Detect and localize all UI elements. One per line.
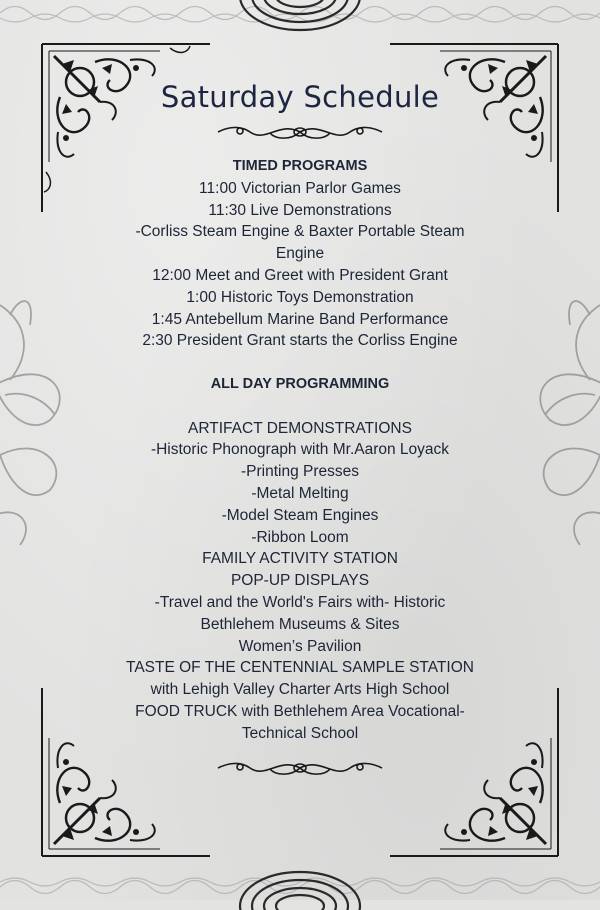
schedule-item: 1:00 Historic Toys Demonstration xyxy=(186,288,414,306)
program-item: Technical School xyxy=(241,724,359,742)
leaf-ornament-right-icon xyxy=(520,285,600,565)
program-item: -Historic Phonograph with Mr.Aaron Loyack xyxy=(150,441,450,459)
program-item: -Model Steam Engines xyxy=(221,506,379,524)
schedule-lines xyxy=(80,156,520,745)
schedule-item: Engine xyxy=(275,245,325,263)
schedule-item: 11:30 Live Demonstrations xyxy=(208,201,392,219)
flourish-divider-top-icon xyxy=(210,121,390,143)
program-item: -Printing Presses xyxy=(240,463,359,481)
program-item: -Metal Melting xyxy=(251,484,349,502)
spacer xyxy=(80,396,520,418)
all-day-programming-heading: ALL DAY PROGRAMMING xyxy=(210,375,390,392)
timed-programs-heading: TIMED PROGRAMS xyxy=(232,158,368,174)
program-item: Bethlehem Museums & Sites xyxy=(200,615,400,633)
program-item: ARTIFACT DEMONSTRATIONS xyxy=(188,419,412,437)
program-item: POP-UP DISPLAYS xyxy=(230,572,370,590)
concentric-swirl-bottom-icon xyxy=(230,862,370,910)
schedule-item: 12:00 Meet and Greet with President Grant xyxy=(152,266,448,284)
program-item: with Lehigh Valley Charter Arts High School xyxy=(150,681,450,699)
leaf-ornament-left-icon xyxy=(0,285,80,565)
schedule-item: -Corliss Steam Engine & Baxter Portable Steam xyxy=(135,223,465,241)
concentric-swirl-top-icon xyxy=(230,0,370,38)
page-title: Saturday Schedule xyxy=(160,80,440,114)
program-item: FOOD TRUCK with Bethlehem Area Vocational- xyxy=(135,702,465,720)
program-item: FAMILY ACTIVITY STATION xyxy=(202,550,398,568)
schedule-item: 2:30 President Grant starts the Corliss Engine xyxy=(142,332,458,350)
program-item: TASTE OF THE CENTENNIAL SAMPLE STATION xyxy=(126,659,474,677)
schedule-item: 1:45 Antebellum Marine Band Performance xyxy=(151,310,449,328)
program-item: -Travel and the World's Fairs with- Historic xyxy=(154,593,446,611)
flourish-divider-bottom-icon xyxy=(210,757,390,779)
schedule-item: 11:00 Victorian Parlor Games xyxy=(199,179,401,197)
program-item: Women’s Pavilion xyxy=(238,637,362,655)
program-item: -Ribbon Loom xyxy=(251,528,349,546)
spacer xyxy=(80,352,520,374)
